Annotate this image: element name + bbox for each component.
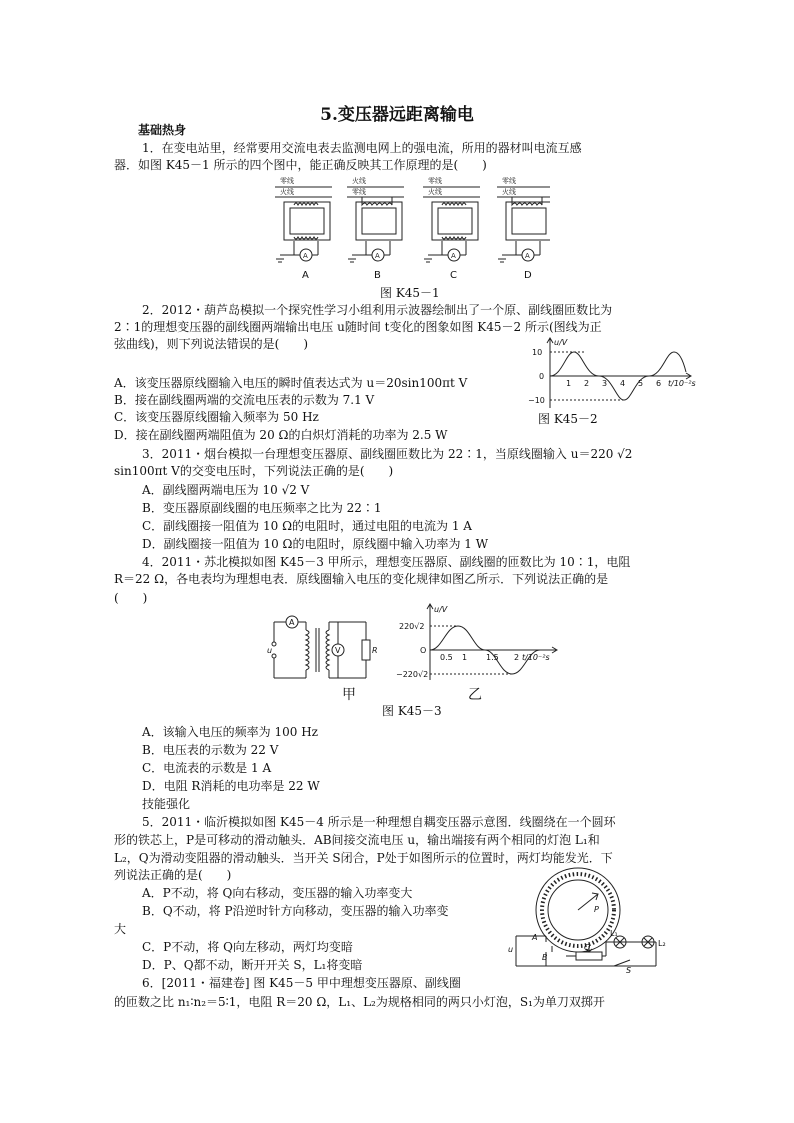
section-heading-skills: 技能强化	[142, 797, 191, 811]
ammeter-label: A	[303, 252, 308, 260]
figure-caption: 图 K45－3	[382, 704, 442, 718]
q3-option-c: C．副线圈接一阻值为 10 Ω的电阻时，通过电阻的电流为 1 A	[142, 519, 472, 533]
wire-label: 零线	[502, 177, 516, 185]
q3-option-a: A．副线圈两端电压为 10 √2 V	[142, 483, 310, 497]
q1-line1: 1．在变电站里，经常要用交流电表去监测电网上的强电流，所用的器材叫电流互感	[142, 141, 582, 155]
q2-option-a: A．该变压器原线圈输入电压的瞬时值表达式为 u＝20sin100πt V	[114, 376, 468, 390]
subfigure-label-yi: 乙	[468, 687, 482, 703]
tick-label: 10	[532, 348, 543, 357]
q5-option-a: A．P不动，将 Q向右移动，变压器的输入功率变大	[142, 886, 413, 900]
q3-option-b: B．变压器原副线圈的电压频率之比为 22∶1	[142, 501, 382, 515]
tick-label: 1	[462, 653, 468, 662]
tick-label: −10	[528, 396, 545, 405]
q4-line3: ( )	[114, 591, 148, 605]
q5-line4: 列说法正确的是( )	[114, 868, 232, 882]
figure-k45-3-circuit	[266, 612, 378, 684]
q2-line1: 2．2012・葫芦岛模拟一个探究性学习小组利用示波器绘制出了一个原、副线圈匝数比为	[142, 303, 613, 317]
ammeter-label: A	[525, 252, 530, 260]
q5-line2: 形的铁芯上，P是可移动的滑动触头．AB间接交流电压 u，输出端接有两个相同的灯泡 L₁和	[114, 833, 600, 847]
current-transformer-a	[275, 187, 332, 262]
q3-option-d: D．副线圈接一阻值为 10 Ω的电阻时，原线圈中输入功率为 1 W	[142, 537, 489, 551]
terminal-label-b: B	[542, 953, 548, 962]
tick-label: 3	[602, 379, 608, 388]
option-label: A	[302, 270, 309, 281]
option-label: D	[524, 270, 532, 281]
tick-label: 1	[566, 379, 572, 388]
q2-option-d: D．接在副线圈两端阻值为 20 Ω的白炽灯消耗的功率为 2.5 W	[114, 428, 448, 442]
tick-label: −220√2	[396, 670, 429, 679]
q4-option-d: D．电阻 R消耗的电功率是 22 W	[142, 779, 320, 793]
q5-option-d: D．P、Q都不动，断开开关 S，L₁将变暗	[142, 958, 363, 972]
q6-line1: 6．[2011・福建卷] 图 K45－5 甲中理想变压器原、副线圈	[142, 976, 461, 990]
tick-label: 0	[539, 372, 545, 381]
tick-label: 1.5	[486, 653, 499, 662]
wire-label: 零线	[428, 177, 442, 185]
voltage-label-u: u	[508, 945, 514, 954]
tick-label: 0.5	[440, 653, 453, 662]
q5-option-b: B．Q不动，将 P沿逆时针方向移动，变压器的输入功率变	[142, 904, 449, 918]
current-transformer-c	[423, 187, 480, 262]
q5-line3: L₂，Q为滑动变阻器的滑动触头．当开关 S闭合，P处于如图所示的位置时，两灯均能发光．下	[114, 851, 613, 865]
tick-label: 4	[620, 379, 626, 388]
voltmeter-label: V	[335, 646, 341, 655]
figure-k45-1	[270, 175, 550, 283]
tick-label: 2	[514, 653, 520, 662]
figure-caption: 图 K45－2	[538, 412, 598, 426]
q2-line3: 弦曲线)，则下列说法错误的是( )	[114, 337, 309, 351]
wire-label: 火线	[428, 188, 442, 196]
section-heading-basic: 基础热身	[138, 123, 187, 137]
source-label: u	[267, 646, 273, 655]
wire-label: 零线	[352, 188, 366, 196]
lamp-label-l1: L₁	[610, 929, 618, 938]
current-transformer-d	[497, 187, 550, 262]
q6-line2: 的匝数之比 n₁∶n₂＝5∶1，电阻 R＝20 Ω，L₁、L₂为规格相同的两只小灯泡，S₁为单刀双掷开	[114, 995, 605, 1009]
q4-line1: 4．2011・苏北模拟如图 K45－3 甲所示，理想变压器原、副线圈的匝数比为 10∶1，电阻	[142, 555, 631, 569]
axis-label-y: u/V	[434, 605, 448, 614]
option-label: C	[450, 270, 457, 281]
q5-line1: 5．2011・临沂模拟如图 K45－4 所示是一种理想自耦变压器示意图．线圈绕在一个圆环	[142, 815, 616, 829]
switch-label-s: S	[626, 966, 632, 975]
q5-option-b-cont: 大	[114, 922, 127, 936]
axis-label-y: u/V	[554, 338, 568, 347]
figure-k45-3-graph	[396, 602, 566, 684]
ammeter-label: A	[451, 252, 456, 260]
q2-line2: 2∶1的理想变压器的副线圈两端输出电压 u随时间 t变化的图象如图 K45－2 所示(图线为正	[114, 320, 602, 334]
contact-label-q: Q	[584, 943, 591, 952]
wire-label: 火线	[502, 188, 516, 196]
q3-line1: 3．2011・烟台模拟一台理想变压器原、副线圈匝数比为 22∶1，当原线圈输入 u＝220 √2	[142, 447, 633, 461]
q2-option-b: B．接在副线圈两端的交流电压表的示数为 7.1 V	[114, 393, 375, 407]
wire-label: 火线	[352, 177, 366, 185]
resistor-label: R	[372, 646, 378, 655]
tick-label: 5	[638, 379, 644, 388]
page-title: 5.变压器远距离输电	[320, 105, 474, 125]
q2-option-c: C．该变压器原线圈输入频率为 50 Hz	[114, 410, 319, 424]
axis-label-x: t/10⁻²s	[668, 379, 696, 388]
q1-line2: 器．如图 K45－1 所示的四个图中，能正确反映其工作原理的是( )	[114, 158, 487, 172]
q4-line2: R＝22 Ω，各电表均为理想电表．原线圈输入电压的变化规律如图乙所示．下列说法正确的是	[114, 572, 609, 586]
subfigure-label-jia: 甲	[342, 687, 356, 703]
option-label: B	[374, 270, 381, 281]
q4-option-a: A．该输入电压的频率为 100 Hz	[142, 725, 318, 739]
axis-label-x: t/10⁻²s	[522, 653, 550, 662]
wire-label: 火线	[280, 188, 294, 196]
q4-option-b: B．电压表的示数为 22 V	[142, 743, 279, 757]
tick-label: 220√2	[399, 622, 425, 631]
contact-label-p: P	[594, 905, 599, 914]
ammeter-label: A	[289, 618, 295, 627]
current-transformer-b	[347, 187, 404, 262]
tick-label: O	[420, 646, 427, 655]
figure-caption: 图 K45－1	[380, 286, 440, 300]
wire-label: 零线	[280, 177, 294, 185]
terminal-label-a: A	[532, 933, 538, 942]
q5-option-c: C．P不动，将 Q向左移动，两灯均变暗	[142, 940, 353, 954]
tick-label: 2	[584, 379, 590, 388]
q3-line2: sin100πt V的交变电压时，下列说法正确的是( )	[114, 464, 394, 478]
q4-option-c: C．电流表的示数是 1 A	[142, 761, 272, 775]
ammeter-label: A	[375, 252, 380, 260]
tick-label: 6	[656, 379, 662, 388]
lamp-label-l2: L₂	[658, 939, 666, 948]
